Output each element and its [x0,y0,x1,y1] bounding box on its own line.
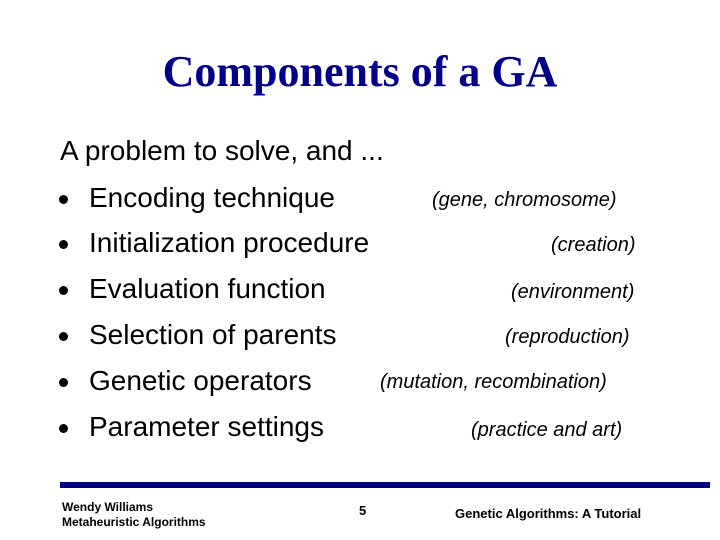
item-label: Selection of parents [89,319,337,350]
item-note: (creation) [551,234,636,256]
bullet-icon [59,286,68,295]
list-item-encoding [0,180,720,220]
intro-text: A problem to solve, and ... [60,135,384,166]
footer-author-block [62,500,206,530]
item-note: (reproduction) [505,326,630,348]
item-label: Encoding technique [89,182,335,213]
list-item-operators [0,363,720,403]
footer-divider [60,482,710,488]
page-number: 5 [359,503,367,518]
slide-title: Components of a GA [162,47,558,96]
list-item-initialization [0,225,720,265]
item-label: Genetic operators [89,365,312,396]
item-note: (environment) [511,281,635,303]
footer-author: Wendy Williams [62,500,154,514]
bullet-icon [59,240,68,249]
bullet-icon [59,332,68,341]
bullet-icon [59,195,68,204]
item-label: Parameter settings [89,411,324,442]
list-item-evaluation [0,271,720,311]
item-note: (gene, chromosome) [432,189,617,211]
footer-course: Metaheuristic Algorithms [62,515,206,529]
item-label: Initialization procedure [89,227,370,258]
list-item-selection [0,317,720,357]
item-note: (practice and art) [471,419,623,441]
item-note: (mutation, recombination) [380,371,607,393]
bullet-icon [59,378,68,387]
item-label: Evaluation function [89,273,326,304]
footer-presentation-title: Genetic Algorithms: A Tutorial [455,506,642,521]
bullet-icon [59,424,68,433]
list-item-parameters [0,409,720,449]
